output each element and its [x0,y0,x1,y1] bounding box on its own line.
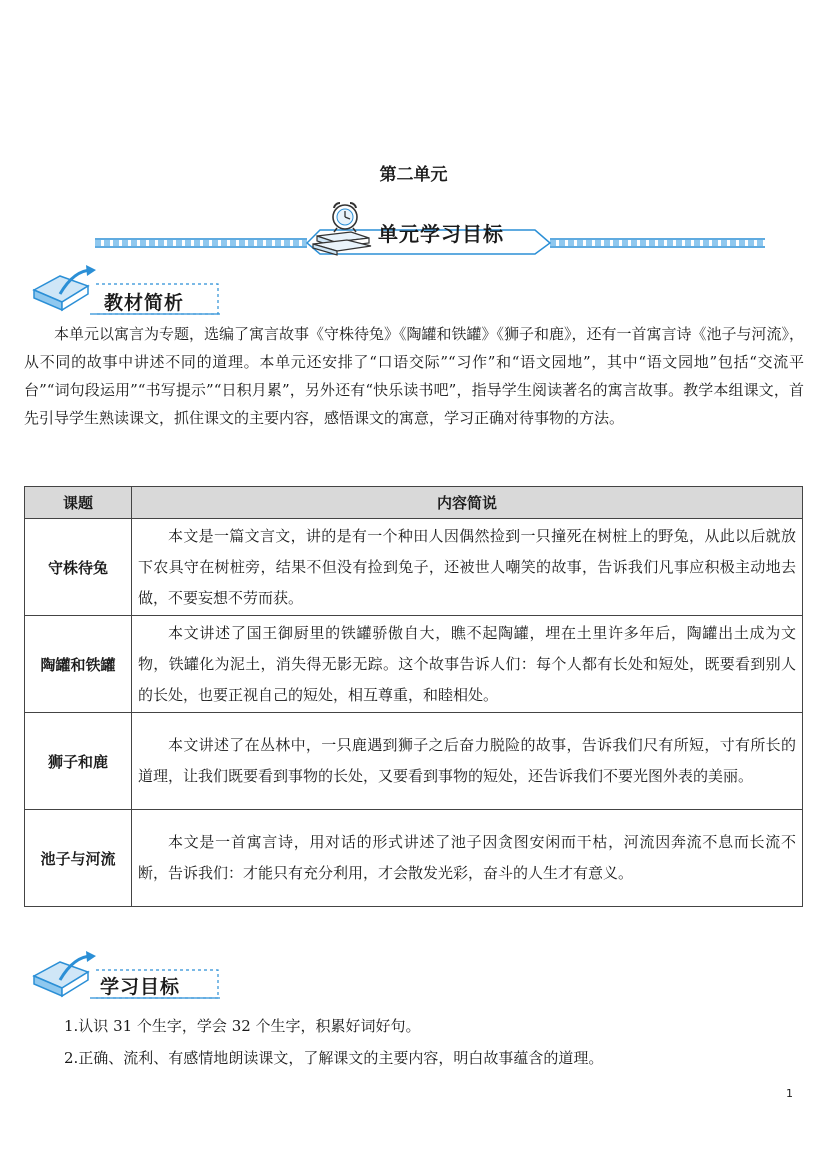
lesson-summary: 本文讲述了国王御厨里的铁罐骄傲自大，瞧不起陶罐，埋在土里许多年后，陶罐出土成为文物，铁罐化为泥土，消失得无影无踪。这个故事告诉人们：每个人都有长处和短处，既要看到别人的长处，也要正视自己的短处，相互尊重，和睦相处。 [132,616,803,713]
table-header-row [25,487,803,519]
table-row [25,616,803,713]
header-summary: 内容简说 [132,487,803,519]
table-row [25,810,803,907]
lesson-title: 狮子和鹿 [25,713,132,810]
header-lesson: 课题 [25,487,132,519]
goal-item: 1.认识 31 个生字，学会 32 个生字，积累好词好句。 [64,1017,421,1035]
book-arrow-icon [34,265,96,310]
overview-title: 教材简析 [104,292,185,314]
lesson-title: 池子与河流 [25,810,132,907]
lesson-summary: 本文是一首寓言诗，用对话的形式讲述了池子因贪图安闲而干枯，河流因奔流不息而长流不断，告诉我们：才能只有充分利用，才会散发光彩，奋斗的人生才有意义。 [132,810,803,907]
goals-title: 学习目标 [100,976,181,998]
goal-item: 2.正确、流利、有感情地朗读课文，了解课文的主要内容，明白故事蕴含的道理。 [64,1049,604,1067]
lesson-title: 陶罐和铁罐 [25,616,132,713]
banner-title: 单元学习目标 [378,222,504,246]
lesson-title: 守株待兔 [25,519,132,616]
table-row [25,713,803,810]
lesson-summary: 本文讲述了在丛林中，一只鹿遇到狮子之后奋力脱险的故事，告诉我们尺有所短，寸有所长的道理，让我们既要看到事物的长处，又要看到事物的短处，还告诉我们不要光图外表的美丽。 [132,713,803,810]
page-number: 1 [786,1087,793,1100]
unit-title: 第二单元 [379,165,448,185]
lessons-table [24,486,803,907]
lesson-summary: 本文是一篇文言文，讲的是有一个种田人因偶然捡到一只撞死在树桩上的野兔，从此以后就放下农具守在树桩旁，结果不但没有捡到兔子，还被世人嘲笑的故事，告诉我们凡事应积极主动地去做，不要妄想不劳而获。 [132,519,803,616]
table-row [25,519,803,616]
book-arrow-icon [34,951,96,996]
overview-paragraph: 本单元以寓言为专题，选编了寓言故事《守株待兔》《陶罐和铁罐》《狮子和鹿》，还有一首寓言诗《池子与河流》，从不同的故事中讲述不同的道理。本单元还安排了“口语交际”“习作”和“语文园地”，其中“语文园地”包括“交流平台”“词句段运用”“书写提示”“日积月累”，另外还有“快乐读书吧”，指导学生阅读著名的寓言故事。教学本组课文，首先引导学生熟读课文，抓住课文的主要内容，感悟课文的寓意，学习正确对待事物的方法。 [24,325,805,427]
alarm-clock-icon [333,203,357,232]
